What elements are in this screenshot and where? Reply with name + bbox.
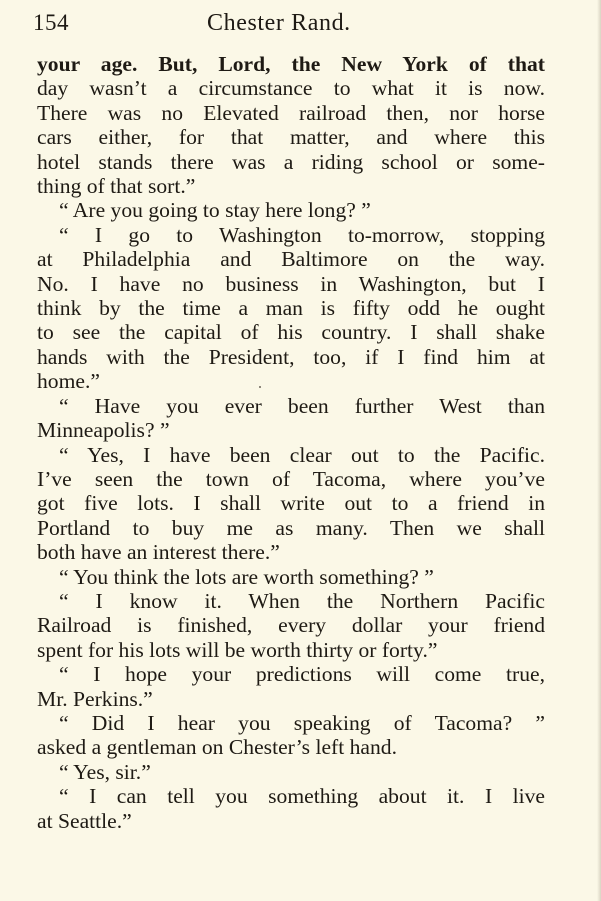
text-line: got five lots. I shall write out to a friend in <box>37 491 545 516</box>
text-line: your age. But, Lord, the New York of that <box>37 52 545 76</box>
text-line: at Philadelphia and Baltimore on the way. <box>37 247 545 272</box>
text-line: No. I have no business in Washington, but I <box>37 271 545 296</box>
text-line: cars either, for that matter, and where this <box>37 125 545 150</box>
text-line: hotel stands there was a riding school or some- <box>37 149 545 174</box>
text-line: to see the capital of his country. I shall shake <box>37 320 545 345</box>
text-line: Minneapolis? ” <box>37 418 170 443</box>
text-line: “ I can tell you something about it. I live <box>59 784 545 809</box>
text-line: hands with the President, too, if I find him at <box>37 344 545 369</box>
body-text <box>37 52 545 833</box>
paragraph <box>37 589 545 662</box>
paragraph <box>37 662 545 711</box>
text-line: home.” <box>37 369 100 394</box>
text-line: I’ve seen the town of Tacoma, where you’ve <box>37 466 545 491</box>
paper-speck <box>259 386 261 388</box>
text-line: asked a gentleman on Chester’s left hand. <box>37 735 397 760</box>
paragraph <box>37 223 545 394</box>
text-line: day wasn’t a circumstance to what it is now. <box>37 76 545 101</box>
text-line: “ I go to Washington to-morrow, stopping <box>59 222 545 247</box>
paragraph <box>37 784 545 833</box>
text-line: Mr. Perkins.” <box>37 686 153 711</box>
page-number: 154 <box>33 10 69 35</box>
paragraph <box>37 760 545 784</box>
paragraph <box>37 394 545 443</box>
text-line: “ Yes, I have been clear out to the Pacific. <box>59 442 545 467</box>
text-line: Railroad is finished, every dollar your friend <box>37 613 545 638</box>
text-line: “ Yes, sir.” <box>59 759 151 784</box>
text-line: both have an interest there.” <box>37 540 280 565</box>
running-head <box>33 8 553 38</box>
paragraph <box>37 711 545 760</box>
page-edge-shadow <box>597 0 601 901</box>
paragraph <box>37 565 545 589</box>
text-line: “ I know it. When the Northern Pacific <box>59 588 545 613</box>
text-line: thing of that sort.” <box>37 174 196 199</box>
paragraph <box>37 198 545 222</box>
text-line: “ Did I hear you speaking of Tacoma? ” <box>59 710 545 735</box>
text-line: There was no Elevated railroad then, nor horse <box>37 100 545 125</box>
text-line: spent for his lots will be worth thirty or forty.” <box>37 637 438 662</box>
text-line: “ I hope your predictions will come true, <box>59 662 545 687</box>
paragraph <box>37 52 545 198</box>
text-line: “ Have you ever been further West than <box>59 393 545 418</box>
text-line: “ You think the lots are worth something? ” <box>59 564 434 589</box>
text-line: at Seattle.” <box>37 808 132 833</box>
text-line: “ Are you going to stay here long? ” <box>59 198 371 223</box>
running-title: Chester Rand. <box>207 10 351 36</box>
text-line: think by the time a man is fifty odd he ought <box>37 296 545 321</box>
paragraph <box>37 443 545 565</box>
text-line: Portland to buy me as many. Then we shall <box>37 515 545 540</box>
